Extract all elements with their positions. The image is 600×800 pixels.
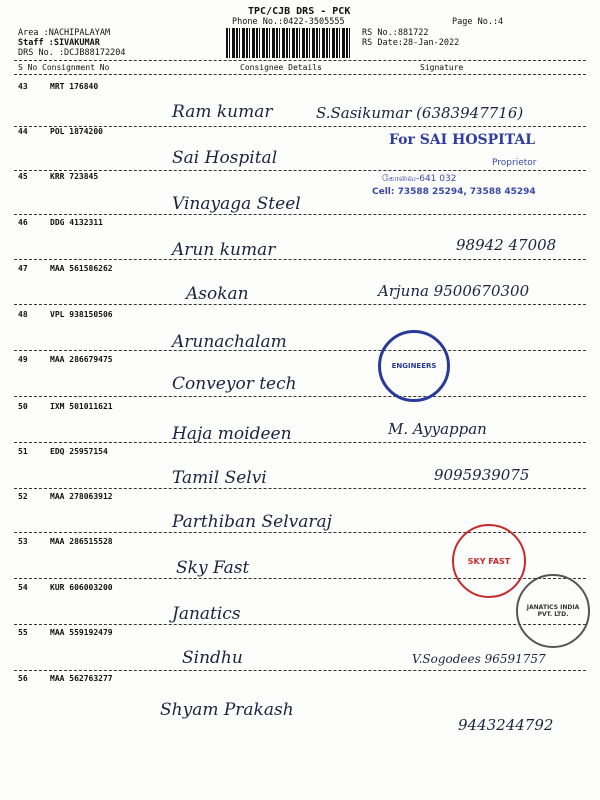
janatics-stamp-text: JANATICS INDIA PVT. LTD.: [526, 604, 580, 618]
row-sno: 48: [18, 310, 28, 319]
row-divider: [14, 304, 586, 305]
engineers-stamp-text: ENGINEERS: [391, 362, 437, 370]
rs-number: RS No.:881722: [362, 28, 429, 38]
row-consignee: Parthiban Selvaraj: [172, 512, 332, 532]
row-sno: 54: [18, 583, 28, 592]
row-signature: M. Ayyappan: [388, 420, 487, 438]
row-signature: 98942 47008: [456, 236, 557, 254]
row-consignment: KRR 723845: [50, 172, 99, 181]
row-consignee: Sai Hospital: [172, 148, 278, 168]
drs-number: DRS No. :DCJB88172204: [18, 48, 126, 58]
row-sno: 51: [18, 447, 28, 456]
sky-fast-round-stamp: [452, 524, 526, 598]
row-sno: 46: [18, 218, 28, 227]
sai-cell-label: Cell: 73588 25294, 73588 45294: [372, 187, 536, 197]
row-divider: [14, 259, 586, 260]
column-consignment: Consignment No: [42, 63, 110, 72]
row-consignee: Sindhu: [182, 648, 243, 668]
row-sno: 52: [18, 492, 28, 501]
row-consignment: MAA 561586262: [50, 264, 113, 273]
row-sno: 47: [18, 264, 28, 273]
row-consignment: DDG 4132311: [50, 218, 103, 227]
row-consignee: Conveyor tech: [172, 374, 297, 394]
row-sno: 45: [18, 172, 28, 181]
row-divider: [14, 442, 586, 443]
row-signature: 9443244792: [458, 716, 554, 734]
row-signature: Arjuna 9500670300: [378, 282, 530, 300]
row-divider: [14, 350, 586, 351]
row-consignee: Vinayaga Steel: [172, 194, 301, 214]
row-signature: V.Sogodees 96591757: [412, 652, 546, 666]
row-sno: 55: [18, 628, 28, 637]
row-consignment: POL 1874200: [50, 127, 103, 136]
row-consignment: MAA 278063912: [50, 492, 113, 501]
row-divider: [14, 624, 586, 625]
drs-title: TPC/CJB DRS - PCK: [248, 6, 351, 17]
sky-fast-stamp-text: SKY FAST: [467, 556, 511, 566]
row-consignee: Arunachalam: [172, 332, 287, 352]
sai-hospital-stamp: For SAI HOSPITAL: [388, 132, 536, 148]
barcode: [226, 28, 352, 58]
row-sno: 53: [18, 537, 28, 546]
row-consignee: Shyam Prakash: [160, 700, 294, 720]
row-consignee: Arun kumar: [172, 240, 276, 260]
row-consignee: Ram kumar: [172, 102, 273, 122]
sai-proprietor-label: Proprietor: [492, 158, 537, 168]
header-rule-bottom: [14, 74, 586, 75]
row-sno: 50: [18, 402, 28, 411]
sai-hospital-details-stamp: [372, 158, 572, 228]
phone-number: Phone No.:0422-3505555: [232, 17, 345, 27]
row-signature: 9095939075: [434, 466, 530, 484]
row-consignment: KUR 606003200: [50, 583, 113, 592]
row-consignment: MAA 286515528: [50, 537, 113, 546]
row-consignee: Tamil Selvi: [172, 468, 267, 488]
row-sno: 56: [18, 674, 28, 683]
staff-label: Staff :SIVAKUMAR: [18, 38, 100, 48]
row-consignee: Janatics: [172, 604, 241, 624]
column-signature: Signature: [420, 63, 464, 72]
row-sno: 49: [18, 355, 28, 364]
engineers-round-stamp: [378, 330, 450, 402]
sai-city-label: கோவை-641 032: [382, 174, 457, 184]
row-sno: 43: [18, 82, 28, 91]
column-sno: S No: [18, 63, 38, 72]
row-divider: [14, 670, 586, 671]
row-consignment: IXM 501011621: [50, 402, 113, 411]
row-divider: [14, 488, 586, 489]
row-consignee: Haja moideen: [172, 424, 292, 444]
rs-date: RS Date:28-Jan-2022: [362, 38, 460, 48]
row-consignment: EDQ 25957154: [50, 447, 108, 456]
row-signature: S.Sasikumar (6383947716): [316, 104, 524, 122]
row-sno: 44: [18, 127, 28, 136]
row-consignment: MRT 176840: [50, 82, 99, 91]
janatics-round-stamp: [516, 574, 590, 648]
column-consignee: Consignee Details: [240, 63, 322, 72]
row-consignment: MAA 559192479: [50, 628, 113, 637]
area-label: Area :NACHIPALAYAM: [18, 28, 111, 38]
row-consignment: VPL 938150506: [50, 310, 113, 319]
row-divider: [14, 396, 586, 397]
page-number: Page No.:4: [452, 17, 504, 27]
row-consignment: MAA 286679475: [50, 355, 113, 364]
row-consignee: Asokan: [186, 284, 249, 304]
header-rule-top: [14, 60, 586, 61]
row-consignee: Sky Fast: [176, 558, 250, 578]
row-consignment: MAA 562763277: [50, 674, 113, 683]
